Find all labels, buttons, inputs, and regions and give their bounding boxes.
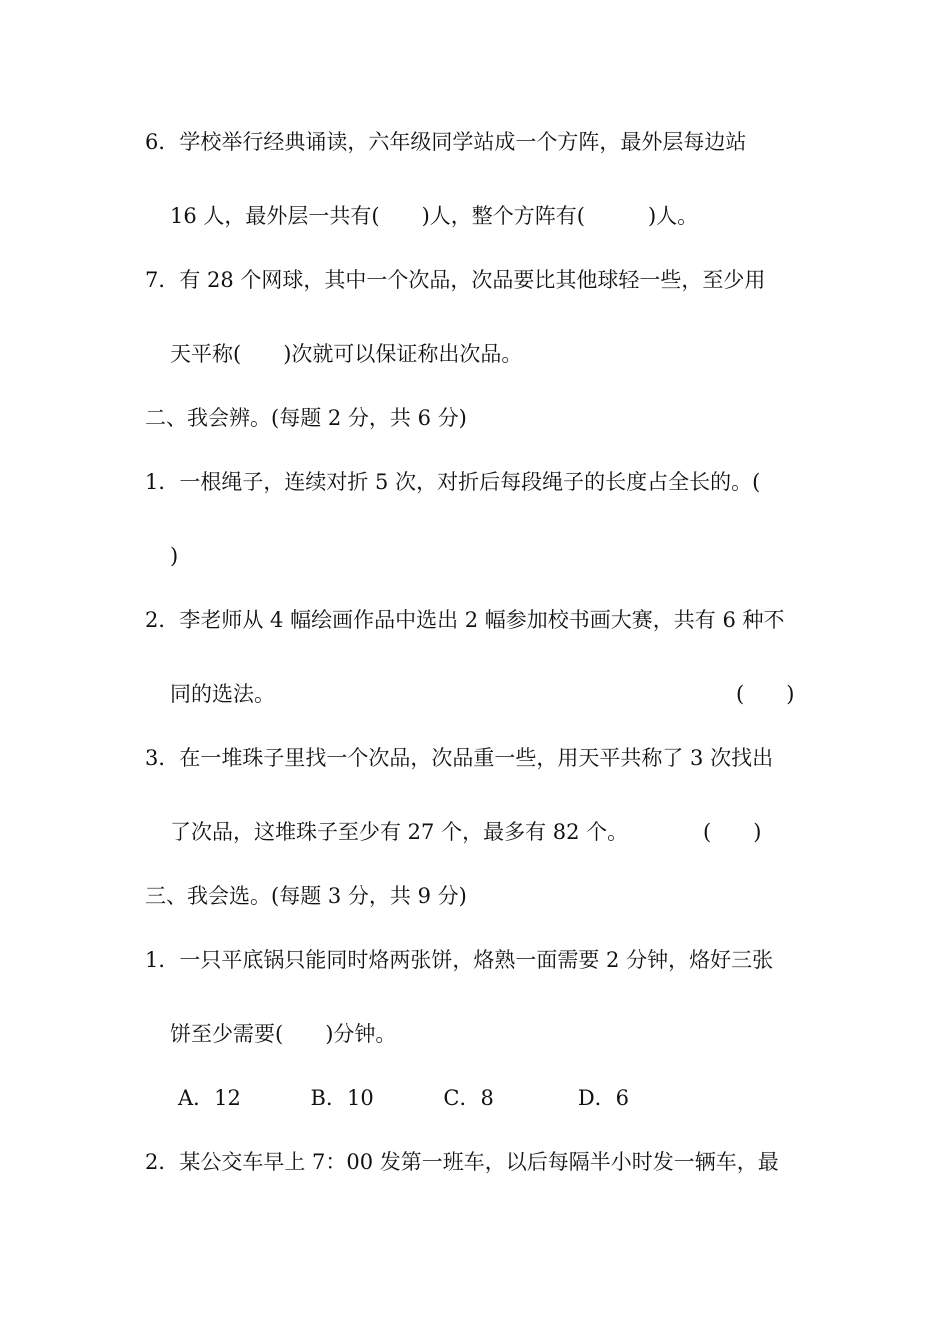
judge-1-line-2: ) <box>170 544 179 568</box>
judge-2-answer-bracket: ( ) <box>736 682 795 706</box>
choice-1-options: A．12 B．10 C．8 D．6 <box>178 1086 630 1110</box>
question-6-line-2: 16 人，最外层一共有( )人，整个方阵有( )人。 <box>170 204 699 228</box>
judge-2-line-2: 同的选法。 <box>170 682 275 706</box>
section-2-heading: 二、我会辨。(每题 2 分，共 6 分) <box>145 406 467 430</box>
judge-3-answer-bracket: ( ) <box>703 820 762 844</box>
judge-2-line-1: 2．李老师从 4 幅绘画作品中选出 2 幅参加校书画大赛，共有 6 种不 <box>145 608 785 632</box>
section-3-heading: 三、我会选。(每题 3 分，共 9 分) <box>145 884 467 908</box>
question-7-line-2: 天平称( )次就可以保证称出次品。 <box>170 342 523 366</box>
judge-3-line-2: 了次品，这堆珠子至少有 27 个，最多有 82 个。 <box>170 820 629 844</box>
choice-2-line-1: 2．某公交车早上 7：00 发第一班车，以后每隔半小时发一辆车，最 <box>145 1150 779 1174</box>
judge-1-line-1: 1．一根绳子，连续对折 5 次，对折后每段绳子的长度占全长的。( <box>145 470 761 494</box>
judge-3-line-1: 3．在一堆珠子里找一个次品，次品重一些，用天平共称了 3 次找出 <box>145 746 774 770</box>
question-6-line-1: 6．学校举行经典诵读，六年级同学站成一个方阵，最外层每边站 <box>145 130 747 154</box>
choice-1-line-1: 1．一只平底锅只能同时烙两张饼，烙熟一面需要 2 分钟，烙好三张 <box>145 948 774 972</box>
question-7-line-1: 7．有 28 个网球，其中一个次品，次品要比其他球轻一些，至少用 <box>145 268 766 292</box>
choice-1-line-2: 饼至少需要( )分钟。 <box>170 1022 397 1046</box>
